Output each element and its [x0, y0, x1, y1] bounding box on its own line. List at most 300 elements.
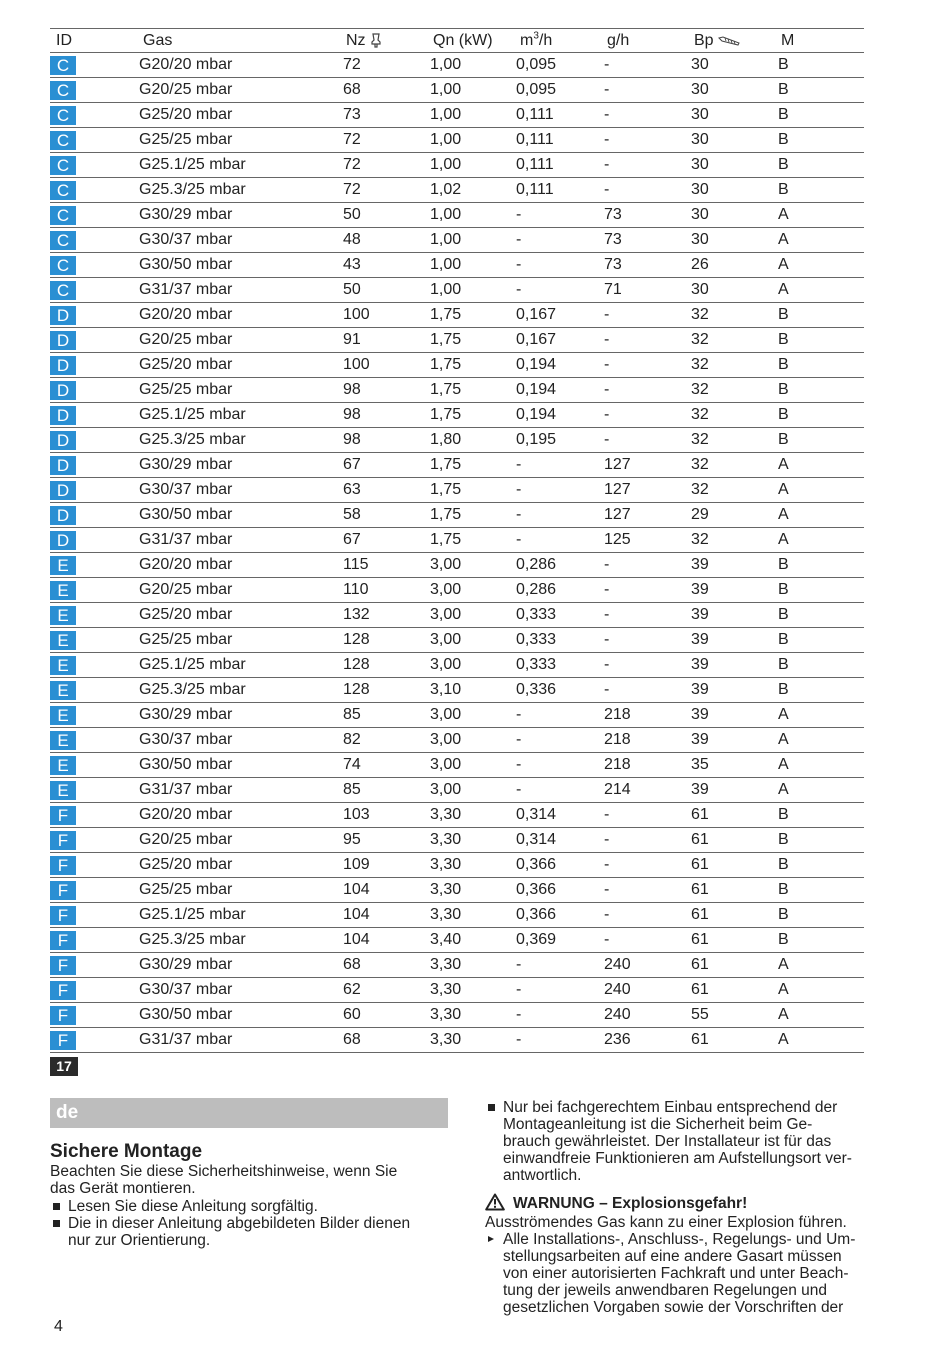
- row-id-badge: F: [50, 931, 76, 950]
- cell-gas: G30/37 mbar: [139, 981, 233, 998]
- cell-m: B: [778, 306, 789, 323]
- cell-bp: 61: [691, 906, 709, 923]
- cell-m3h: 0,167: [516, 306, 557, 323]
- cell-qn: 3,30: [430, 1031, 462, 1048]
- row-id-badge: E: [50, 581, 76, 600]
- cell-nz: 103: [343, 806, 370, 823]
- intro-line: das Gerät montieren.: [50, 1180, 196, 1197]
- cell-m: B: [778, 556, 789, 573]
- cell-bp: 39: [691, 606, 709, 623]
- table-row: [50, 628, 864, 653]
- row-id-badge: D: [50, 531, 76, 550]
- cell-nz: 128: [343, 681, 370, 698]
- cell-nz: 62: [343, 981, 361, 998]
- col-header-qn: Qn (kW): [433, 32, 493, 49]
- cell-gas: G30/50 mbar: [139, 1006, 233, 1023]
- cell-nz: 72: [343, 56, 361, 73]
- cell-m3h: -: [516, 281, 522, 298]
- cell-m: A: [778, 706, 789, 723]
- cell-m: B: [778, 181, 789, 198]
- cell-nz: 74: [343, 756, 361, 773]
- table-row: [50, 278, 864, 303]
- cell-nz: 98: [343, 431, 361, 448]
- cell-nz: 104: [343, 906, 370, 923]
- cell-gas: G31/37 mbar: [139, 1031, 233, 1048]
- cell-qn: 1,80: [430, 431, 462, 448]
- cell-qn: 3,30: [430, 806, 462, 823]
- table-row: [50, 728, 864, 753]
- cell-bp: 39: [691, 731, 709, 748]
- cell-m3h: 0,333: [516, 631, 557, 648]
- cell-bp: 61: [691, 981, 709, 998]
- cell-gh: -: [604, 681, 610, 698]
- cell-gas: G20/25 mbar: [139, 831, 233, 848]
- cell-nz: 68: [343, 81, 361, 98]
- cell-m3h: -: [516, 481, 522, 498]
- cell-bp: 39: [691, 656, 709, 673]
- cell-bp: 30: [691, 231, 709, 248]
- cell-m: A: [778, 1006, 789, 1023]
- cell-bp: 30: [691, 131, 709, 148]
- cell-m3h: 0,336: [516, 681, 557, 698]
- table-body: [50, 53, 864, 1053]
- cell-m: B: [778, 331, 789, 348]
- cell-qn: 1,75: [430, 531, 462, 548]
- cell-nz: 91: [343, 331, 361, 348]
- cell-gas: G25.1/25 mbar: [139, 906, 246, 923]
- cell-qn: 1,75: [430, 331, 462, 348]
- cell-bp: 39: [691, 631, 709, 648]
- cell-qn: 3,00: [430, 706, 462, 723]
- table-row: [50, 553, 864, 578]
- cell-gas: G30/29 mbar: [139, 206, 233, 223]
- cell-qn: 1,00: [430, 56, 462, 73]
- cell-bp: 30: [691, 281, 709, 298]
- table-row: [50, 1003, 864, 1028]
- cell-qn: 3,30: [430, 981, 462, 998]
- cell-gh: -: [604, 581, 610, 598]
- table-row: [50, 453, 864, 478]
- cell-m: B: [778, 631, 789, 648]
- cell-m3h: 0,111: [516, 181, 554, 198]
- cell-m3h: -: [516, 981, 522, 998]
- cell-nz: 109: [343, 856, 370, 873]
- cell-bp: 61: [691, 956, 709, 973]
- row-id-badge: D: [50, 306, 76, 325]
- cell-gh: 125: [604, 531, 631, 548]
- row-id-badge: C: [50, 131, 76, 150]
- list-item: Alle Installations-, Anschluss-, Regelungs- und Um- stellungsarbeiten auf eine andere Gasart müssen von einer autorisierten Fachkraft und unter Beach- tung der jeweils anwendbaren Regelungen und gesetzlichen Vorgaben sowie der Vorschriften der: [485, 1231, 880, 1316]
- row-id-badge: D: [50, 456, 76, 475]
- table-row: [50, 353, 864, 378]
- cell-bp: 61: [691, 806, 709, 823]
- gas-table: [50, 28, 864, 1053]
- cell-qn: 3,00: [430, 731, 462, 748]
- cell-gas: G20/20 mbar: [139, 556, 233, 573]
- cell-m3h: 0,286: [516, 556, 557, 573]
- cell-qn: 3,30: [430, 956, 462, 973]
- cell-m: A: [778, 781, 789, 798]
- cell-qn: 1,00: [430, 206, 462, 223]
- row-id-badge: C: [50, 106, 76, 125]
- cell-gh: -: [604, 656, 610, 673]
- cell-gas: G30/37 mbar: [139, 231, 233, 248]
- cell-gh: 127: [604, 456, 631, 473]
- row-id-badge: E: [50, 781, 76, 800]
- cell-qn: 1,75: [430, 356, 462, 373]
- cell-gas: G30/29 mbar: [139, 456, 233, 473]
- cell-qn: 3,40: [430, 931, 462, 948]
- cell-m3h: -: [516, 256, 522, 273]
- cell-nz: 68: [343, 956, 361, 973]
- cell-qn: 1,00: [430, 156, 462, 173]
- cell-nz: 63: [343, 481, 361, 498]
- cell-m: B: [778, 881, 789, 898]
- cell-qn: 3,30: [430, 881, 462, 898]
- table-row: [50, 653, 864, 678]
- row-id-badge: E: [50, 631, 76, 650]
- cell-gh: 71: [604, 281, 622, 298]
- cell-nz: 72: [343, 156, 361, 173]
- table-row: [50, 678, 864, 703]
- cell-qn: 1,00: [430, 256, 462, 273]
- cell-nz: 50: [343, 281, 361, 298]
- cell-bp: 61: [691, 931, 709, 948]
- cell-bp: 39: [691, 556, 709, 573]
- cell-m: A: [778, 206, 789, 223]
- cell-m3h: -: [516, 206, 522, 223]
- table-row: [50, 253, 864, 278]
- table-row: [50, 328, 864, 353]
- cell-gh: -: [604, 56, 610, 73]
- cell-nz: 50: [343, 206, 361, 223]
- row-id-badge: C: [50, 231, 76, 250]
- cell-m: A: [778, 731, 789, 748]
- cell-nz: 60: [343, 1006, 361, 1023]
- cell-gh: -: [604, 356, 610, 373]
- cell-nz: 73: [343, 106, 361, 123]
- cell-bp: 61: [691, 856, 709, 873]
- cell-gh: 240: [604, 956, 631, 973]
- cell-gas: G25/20 mbar: [139, 106, 233, 123]
- cell-bp: 30: [691, 106, 709, 123]
- cell-gas: G30/50 mbar: [139, 256, 233, 273]
- cell-gas: G20/25 mbar: [139, 581, 233, 598]
- col-header-gh: g/h: [607, 32, 630, 49]
- cell-m3h: 0,333: [516, 606, 557, 623]
- cell-m3h: 0,194: [516, 406, 557, 423]
- cell-qn: 1,75: [430, 406, 462, 423]
- row-id-badge: F: [50, 1031, 76, 1050]
- table-row: [50, 803, 864, 828]
- cell-gas: G20/25 mbar: [139, 331, 233, 348]
- cell-gh: 73: [604, 231, 622, 248]
- cell-m3h: -: [516, 531, 522, 548]
- cell-bp: 32: [691, 381, 709, 398]
- cell-m3h: -: [516, 506, 522, 523]
- warning-heading: WARNUNG – Explosionsgefahr!: [485, 1195, 747, 1213]
- cell-gas: G25.1/25 mbar: [139, 156, 246, 173]
- cell-qn: 1,00: [430, 81, 462, 98]
- cell-gh: 127: [604, 506, 631, 523]
- cell-nz: 43: [343, 256, 361, 273]
- row-id-badge: E: [50, 681, 76, 700]
- row-id-badge: E: [50, 656, 76, 675]
- cell-nz: 132: [343, 606, 370, 623]
- cell-m: B: [778, 856, 789, 873]
- cell-gas: G25/25 mbar: [139, 881, 233, 898]
- cell-m3h: 0,194: [516, 381, 557, 398]
- list-item: Die in dieser Anleitung abgebildeten Bilder dienen nur zur Orientierung.: [50, 1215, 450, 1249]
- cell-gh: -: [604, 81, 610, 98]
- section-intro: [50, 1163, 445, 1197]
- cell-gh: -: [604, 831, 610, 848]
- cell-bp: 26: [691, 256, 709, 273]
- cell-m: A: [778, 506, 789, 523]
- cell-m: B: [778, 931, 789, 948]
- col-header-m3h: $m^3/h$: [520, 30, 553, 49]
- row-id-badge: C: [50, 81, 76, 100]
- cell-bp: 30: [691, 81, 709, 98]
- table-row: [50, 953, 864, 978]
- table-row: [50, 603, 864, 628]
- nozzle-icon: [370, 33, 382, 49]
- cell-gas: G25/20 mbar: [139, 606, 233, 623]
- col-header-bp: Bp: [694, 29, 742, 52]
- cell-bp: 39: [691, 706, 709, 723]
- cell-gas: G25.3/25 mbar: [139, 681, 246, 698]
- cell-m3h: 0,111: [516, 106, 554, 123]
- table-row: [50, 378, 864, 403]
- cell-nz: 115: [343, 556, 369, 573]
- cell-qn: 1,75: [430, 506, 462, 523]
- cell-m: B: [778, 831, 789, 848]
- cell-bp: 32: [691, 331, 709, 348]
- cell-gas: G25/25 mbar: [139, 131, 233, 148]
- cell-nz: 72: [343, 131, 361, 148]
- cell-m: B: [778, 656, 789, 673]
- cell-m3h: 0,366: [516, 881, 557, 898]
- cell-gh: -: [604, 606, 610, 623]
- row-id-badge: F: [50, 956, 76, 975]
- cell-m: A: [778, 481, 789, 498]
- cell-m: B: [778, 606, 789, 623]
- cell-m3h: -: [516, 706, 522, 723]
- cell-gas: G25/25 mbar: [139, 381, 233, 398]
- cell-bp: 39: [691, 781, 709, 798]
- cell-gh: -: [604, 906, 610, 923]
- cell-m3h: 0,194: [516, 356, 557, 373]
- table-row: [50, 53, 864, 78]
- table-row: [50, 878, 864, 903]
- cell-bp: 32: [691, 431, 709, 448]
- cell-qn: 1,75: [430, 456, 462, 473]
- col-header-gas: Gas: [143, 32, 173, 49]
- cell-m: B: [778, 56, 789, 73]
- cell-m: A: [778, 256, 789, 273]
- cell-m: B: [778, 106, 789, 123]
- col-header-id: ID: [56, 32, 72, 49]
- cell-gh: 218: [604, 706, 631, 723]
- table-row: [50, 478, 864, 503]
- cell-m3h: 0,111: [516, 156, 554, 173]
- cell-nz: 100: [343, 356, 370, 373]
- row-id-badge: F: [50, 806, 76, 825]
- cell-qn: 3,00: [430, 556, 462, 573]
- cell-gh: 127: [604, 481, 631, 498]
- cell-m3h: 0,366: [516, 856, 557, 873]
- cell-nz: 104: [343, 931, 370, 948]
- cell-gh: -: [604, 881, 610, 898]
- cell-m: A: [778, 1031, 789, 1048]
- cell-m: B: [778, 381, 789, 398]
- table-row: [50, 703, 864, 728]
- cell-bp: 32: [691, 356, 709, 373]
- cell-qn: 3,30: [430, 906, 462, 923]
- cell-gas: G30/29 mbar: [139, 706, 233, 723]
- cell-qn: 1,00: [430, 231, 462, 248]
- bypass-screw-icon: [718, 35, 742, 47]
- table-row: [50, 528, 864, 553]
- cell-gas: G20/20 mbar: [139, 306, 233, 323]
- left-bullet-list: [50, 1198, 450, 1249]
- row-id-badge: F: [50, 831, 76, 850]
- cell-qn: 1,75: [430, 481, 462, 498]
- cell-gas: G25.1/25 mbar: [139, 406, 246, 423]
- table-header: [50, 28, 864, 53]
- cell-m: B: [778, 581, 789, 598]
- cell-m3h: -: [516, 731, 522, 748]
- cell-m3h: 0,366: [516, 906, 557, 923]
- cell-nz: 85: [343, 706, 361, 723]
- cell-gas: G30/50 mbar: [139, 506, 233, 523]
- cell-nz: 98: [343, 406, 361, 423]
- cell-gas: G20/25 mbar: [139, 81, 233, 98]
- cell-nz: 110: [343, 581, 369, 598]
- cell-bp: 29: [691, 506, 709, 523]
- cell-gh: -: [604, 181, 610, 198]
- table-row: [50, 178, 864, 203]
- cell-bp: 39: [691, 681, 709, 698]
- cell-gas: G25/20 mbar: [139, 856, 233, 873]
- cell-gas: G25/20 mbar: [139, 356, 233, 373]
- row-id-badge: D: [50, 481, 76, 500]
- cell-gh: -: [604, 381, 610, 398]
- cell-gh: -: [604, 406, 610, 423]
- row-id-badge: E: [50, 556, 76, 575]
- cell-gas: G31/37 mbar: [139, 531, 233, 548]
- cell-qn: 1,00: [430, 106, 462, 123]
- cell-nz: 82: [343, 731, 361, 748]
- cell-bp: 61: [691, 1031, 709, 1048]
- cell-gas: G31/37 mbar: [139, 281, 233, 298]
- cell-qn: 3,30: [430, 831, 462, 848]
- right-bullet-list: [485, 1099, 880, 1184]
- cell-gh: -: [604, 806, 610, 823]
- cell-m3h: 0,333: [516, 656, 557, 673]
- cell-gas: G25.3/25 mbar: [139, 181, 246, 198]
- cell-bp: 32: [691, 306, 709, 323]
- row-id-badge: F: [50, 1006, 76, 1025]
- cell-m3h: 0,314: [516, 806, 557, 823]
- list-item: Lesen Sie diese Anleitung sorgfältig.: [50, 1198, 450, 1215]
- cell-bp: 30: [691, 56, 709, 73]
- table-row: [50, 903, 864, 928]
- cell-nz: 72: [343, 181, 361, 198]
- list-item: Nur bei fachgerechtem Einbau entsprechend der Montageanleitung ist die Sicherheit beim Ge- brauch gewährleistet. Der Installateur ist für das einwandfreie Funktionieren am Aufstellungsort ver- antwortlich.: [485, 1099, 880, 1184]
- cell-gas: G25.3/25 mbar: [139, 431, 246, 448]
- table-row: [50, 228, 864, 253]
- cell-bp: 32: [691, 481, 709, 498]
- cell-gh: -: [604, 106, 610, 123]
- cell-gas: G31/37 mbar: [139, 781, 233, 798]
- cell-qn: 3,30: [430, 856, 462, 873]
- cell-gh: -: [604, 331, 610, 348]
- table-row: [50, 928, 864, 953]
- cell-m3h: 0,167: [516, 331, 557, 348]
- table-row: [50, 303, 864, 328]
- cell-m3h: 0,195: [516, 431, 557, 448]
- cell-gh: 73: [604, 206, 622, 223]
- cell-gh: 240: [604, 1006, 631, 1023]
- table-row: [50, 753, 864, 778]
- figure-number: 17: [50, 1057, 78, 1076]
- cell-m: B: [778, 681, 789, 698]
- col-header-m: M: [781, 32, 795, 49]
- cell-nz: 85: [343, 781, 361, 798]
- section-title: Sichere Montage: [50, 1141, 203, 1162]
- cell-gh: 218: [604, 756, 631, 773]
- cell-nz: 48: [343, 231, 361, 248]
- cell-m: A: [778, 456, 789, 473]
- cell-qn: 3,10: [430, 681, 462, 698]
- cell-m3h: 0,095: [516, 81, 557, 98]
- cell-gh: 218: [604, 731, 631, 748]
- cell-nz: 67: [343, 456, 361, 473]
- table-row: [50, 828, 864, 853]
- cell-gh: -: [604, 556, 610, 573]
- cell-m: B: [778, 906, 789, 923]
- cell-m3h: 0,111: [516, 131, 554, 148]
- table-row: [50, 578, 864, 603]
- cell-m: A: [778, 981, 789, 998]
- cell-m3h: -: [516, 756, 522, 773]
- row-id-badge: C: [50, 156, 76, 175]
- cell-gas: G20/20 mbar: [139, 56, 233, 73]
- cell-nz: 95: [343, 831, 361, 848]
- cell-nz: 58: [343, 506, 361, 523]
- cell-m3h: -: [516, 1006, 522, 1023]
- cell-gas: G20/20 mbar: [139, 806, 233, 823]
- table-row: [50, 978, 864, 1003]
- table-row: [50, 503, 864, 528]
- row-id-badge: C: [50, 281, 76, 300]
- cell-nz: 128: [343, 631, 370, 648]
- cell-gh: -: [604, 631, 610, 648]
- intro-line: Beachten Sie diese Sicherheitshinweise, wenn Sie: [50, 1163, 398, 1180]
- table-row: [50, 103, 864, 128]
- cell-gh: -: [604, 306, 610, 323]
- row-id-badge: D: [50, 406, 76, 425]
- cell-gas: G25.3/25 mbar: [139, 931, 246, 948]
- cell-qn: 1,75: [430, 381, 462, 398]
- cell-bp: 35: [691, 756, 709, 773]
- cell-bp: 30: [691, 156, 709, 173]
- row-id-badge: F: [50, 981, 76, 1000]
- cell-qn: 1,00: [430, 281, 462, 298]
- table-row: [50, 78, 864, 103]
- cell-qn: 1,75: [430, 306, 462, 323]
